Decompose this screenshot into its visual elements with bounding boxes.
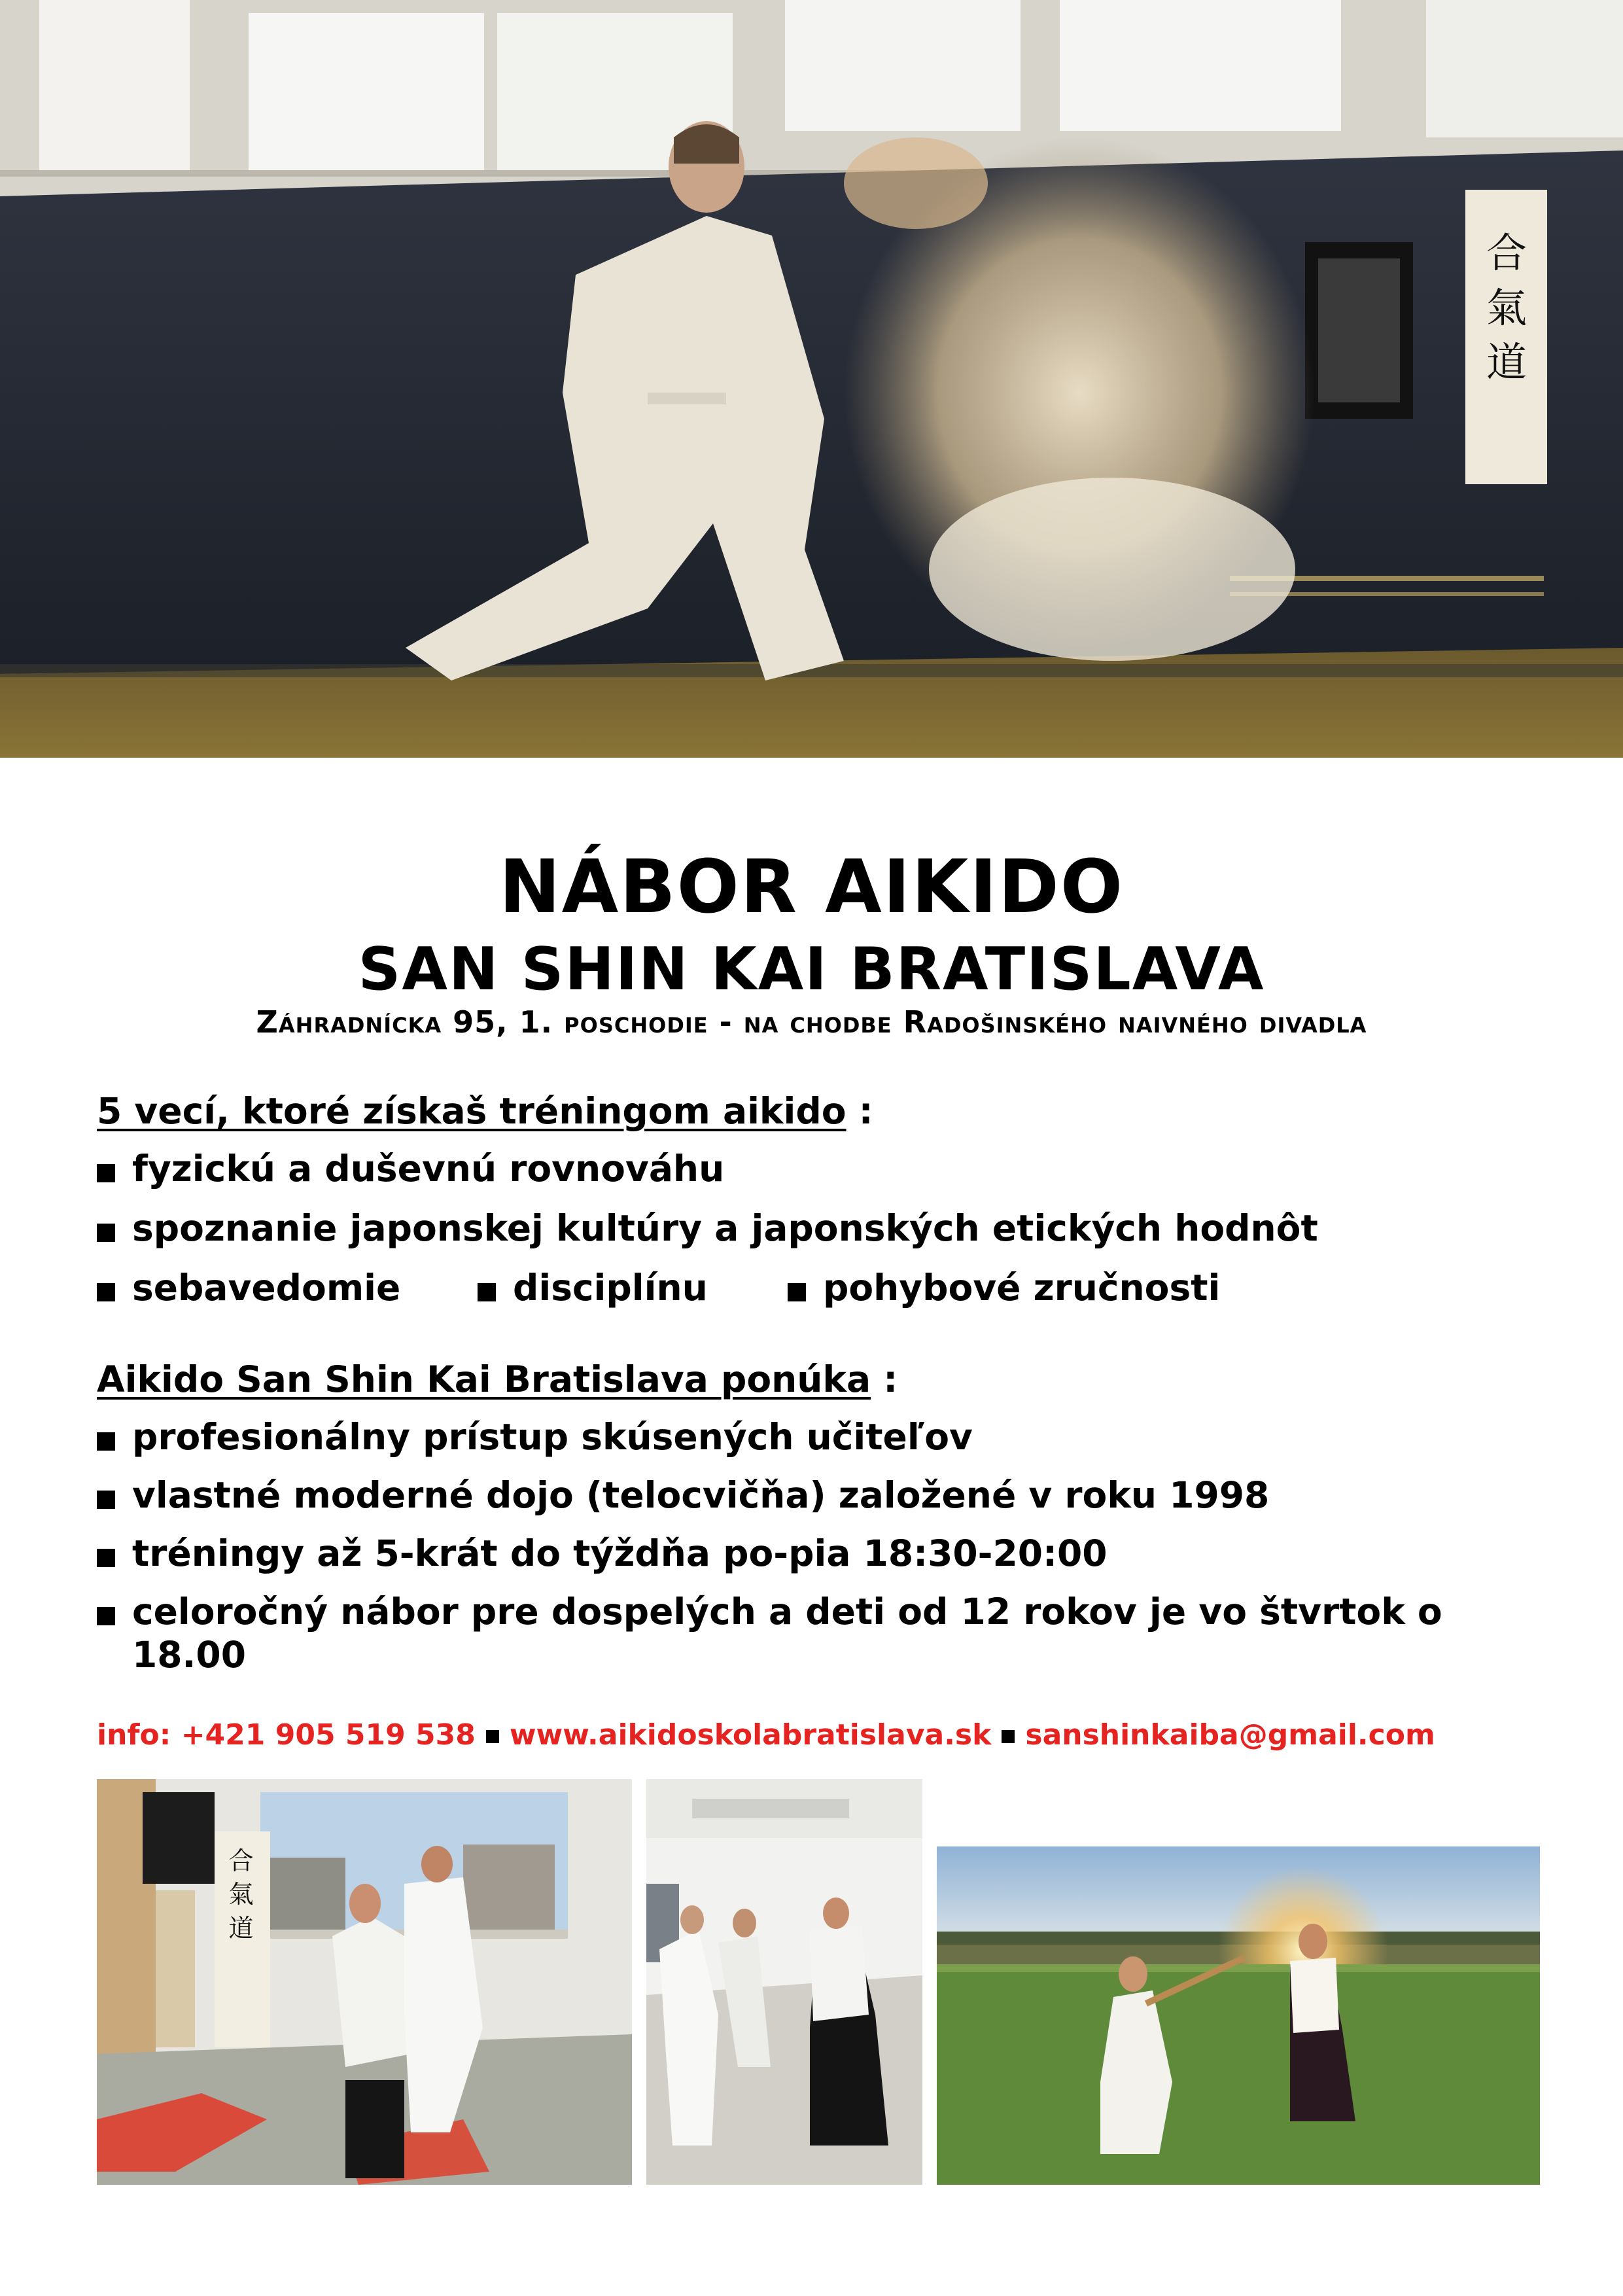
offer-heading (97, 1358, 1536, 1401)
benefits-section (97, 1089, 1536, 1342)
website-link[interactable]: www.aikidoskolabratislava.sk (509, 1718, 992, 1752)
list-item: sebavedomie (97, 1266, 478, 1326)
benefits-heading-colon: : (846, 1090, 873, 1132)
outdoor-training-photo (937, 1846, 1540, 2185)
square-bullet-icon (97, 1224, 115, 1242)
list-item: pohybové zručnosti (788, 1266, 1220, 1326)
offer-heading-colon: : (871, 1358, 898, 1400)
inline-benefits-row (97, 1266, 1536, 1326)
list-item: disciplínu (478, 1266, 788, 1326)
square-bullet-icon (788, 1283, 806, 1301)
square-bullet-icon (478, 1283, 496, 1301)
separator-square-icon (486, 1730, 499, 1743)
square-bullet-icon (97, 1432, 115, 1451)
phone-number[interactable]: info: +421 905 519 538 (97, 1718, 476, 1752)
hero-photo (0, 0, 1623, 758)
list-item: fyzickú a duševnú rovnováhu (97, 1147, 1536, 1190)
separator-square-icon (1002, 1730, 1015, 1743)
address: Záhradnícka 95, 1. poschodie - na chodbe Radošinského naivného divadla (256, 1004, 1367, 1040)
dojo-photo-left (97, 1779, 632, 2185)
dojo-photo-middle (646, 1779, 922, 2185)
square-bullet-icon (97, 1607, 115, 1625)
list-item: tréningy až 5-krát do týždňa po-pia 18:30-20:00 (97, 1532, 1536, 1575)
page-title: NÁBOR AIKIDO (498, 845, 1125, 930)
square-bullet-icon (97, 1491, 115, 1509)
offer-heading-text: Aikido San Shin Kai Bratislava ponúka (97, 1358, 871, 1400)
offer-section (97, 1358, 1536, 1691)
square-bullet-icon (97, 1164, 115, 1182)
benefits-heading-text: 5 vecí, ktoré získaš tréningom aikido (97, 1090, 846, 1132)
list-item: vlastné moderné dojo (telocvičňa) založené v roku 1998 (97, 1474, 1536, 1517)
list-item: spoznanie japonskej kultúry a japonských etických hodnôt (97, 1207, 1536, 1250)
benefits-heading (97, 1089, 1536, 1133)
list-item: celoročný nábor pre dospelých a deti od 12 rokov je vo štvrtok o 18.00 (97, 1590, 1536, 1676)
club-name: SAN SHIN KAI BRATISLAVA (358, 935, 1265, 1004)
hero-calligraphy-scroll: 合氣道 (1486, 229, 1527, 387)
square-bullet-icon (97, 1549, 115, 1567)
list-item: profesionálny prístup skúsených učiteľov (97, 1415, 1536, 1458)
square-bullet-icon (97, 1283, 115, 1301)
contact-line (97, 1718, 1435, 1752)
email-link[interactable]: sanshinkaiba@gmail.com (1025, 1718, 1435, 1752)
dojo-calligraphy-scroll: 合氣道 (228, 1846, 254, 1943)
